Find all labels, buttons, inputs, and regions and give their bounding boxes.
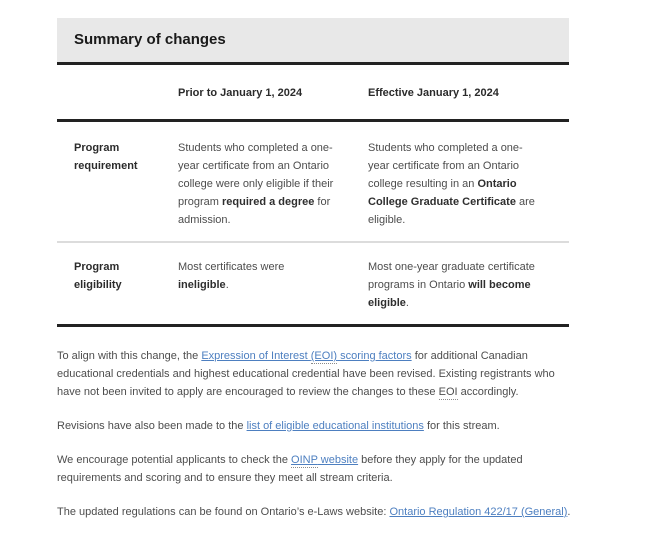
cell-text: are eligible. <box>368 196 535 226</box>
paragraph-regulations <box>57 503 575 521</box>
paragraph-text: To align with this change, the <box>57 350 202 362</box>
table-caption: Summary of changes <box>57 18 569 65</box>
table-header-row <box>57 65 569 122</box>
cell-text: Most one-year graduate certificate programs in Ontario <box>368 261 535 291</box>
cell-text: . <box>405 297 409 309</box>
table-row <box>57 122 569 243</box>
paragraph-text: . <box>567 506 571 518</box>
link-text: Expression of Interest <box>201 350 311 362</box>
paragraph-text: The updated regulations can be found on Ontario’s e-Laws website: <box>57 506 390 518</box>
content-area <box>57 18 569 521</box>
oinp-website-link[interactable] <box>291 454 358 468</box>
paragraph-text: Revisions have also been made to the <box>57 420 247 432</box>
table-header-empty-cell <box>57 86 178 100</box>
paragraph-text: for this stream. <box>423 420 500 432</box>
cell-text: for admission. <box>178 196 331 226</box>
row-label-program-requirement: Program requirement <box>74 142 138 172</box>
oinp-abbreviation: OINP <box>291 454 318 466</box>
cell-bold-text: required a degree <box>222 196 315 208</box>
cell-bold-text: ineligible <box>178 279 226 291</box>
row-label-program-eligibility: Program eligibility <box>74 261 122 291</box>
cell-text: . <box>225 279 229 291</box>
paragraph-encourage-applicants <box>57 451 575 487</box>
link-text: website <box>317 454 359 466</box>
cell-text: Students who completed a one-year certificate from an Ontario college were only eligible if their program <box>178 142 334 208</box>
prior-requirement-cell <box>178 139 368 229</box>
cell-bold-text: Ontario College Graduate Certificate <box>368 178 517 208</box>
eoi-scoring-factors-link[interactable] <box>201 350 411 364</box>
prior-eligibility-cell <box>178 258 368 312</box>
paragraph-revisions <box>57 417 575 435</box>
eligible-institutions-link[interactable]: list of eligible educational institutions <box>246 420 424 432</box>
table-row <box>57 243 569 327</box>
table-header-prior: Prior to January 1, 2024 <box>178 87 303 99</box>
eoi-abbreviation: (EOI) <box>310 350 338 362</box>
eoi-abbreviation: EOI <box>438 386 458 398</box>
cell-text: Most certificates were <box>178 261 285 273</box>
cell-text: Students who completed a one-year certificate from an Ontario college resulting in an <box>368 142 523 190</box>
cell-bold-text: will become eligible <box>368 279 531 309</box>
effective-requirement-cell <box>368 139 568 229</box>
effective-eligibility-cell <box>368 258 568 312</box>
paragraph-text: for additional Canadian educational credentials and highest educational credential have been revised. Existing registrants who have not been invited to apply are encouraged to review the changes to these <box>57 350 555 398</box>
table-header-effective: Effective January 1, 2024 <box>368 87 499 99</box>
paragraph-text: We encourage potential applicants to check the <box>57 454 292 466</box>
link-text: scoring factors <box>337 350 412 362</box>
paragraph-text: before they apply for the updated requirements and scoring and to ensure they meet all stream criteria. <box>57 454 523 484</box>
paragraph-eoi-changes <box>57 347 575 401</box>
ontario-regulation-link[interactable]: Ontario Regulation 422/17 (General) <box>389 506 568 518</box>
changes-table <box>57 65 569 327</box>
paragraph-text: accordingly. <box>457 386 519 398</box>
